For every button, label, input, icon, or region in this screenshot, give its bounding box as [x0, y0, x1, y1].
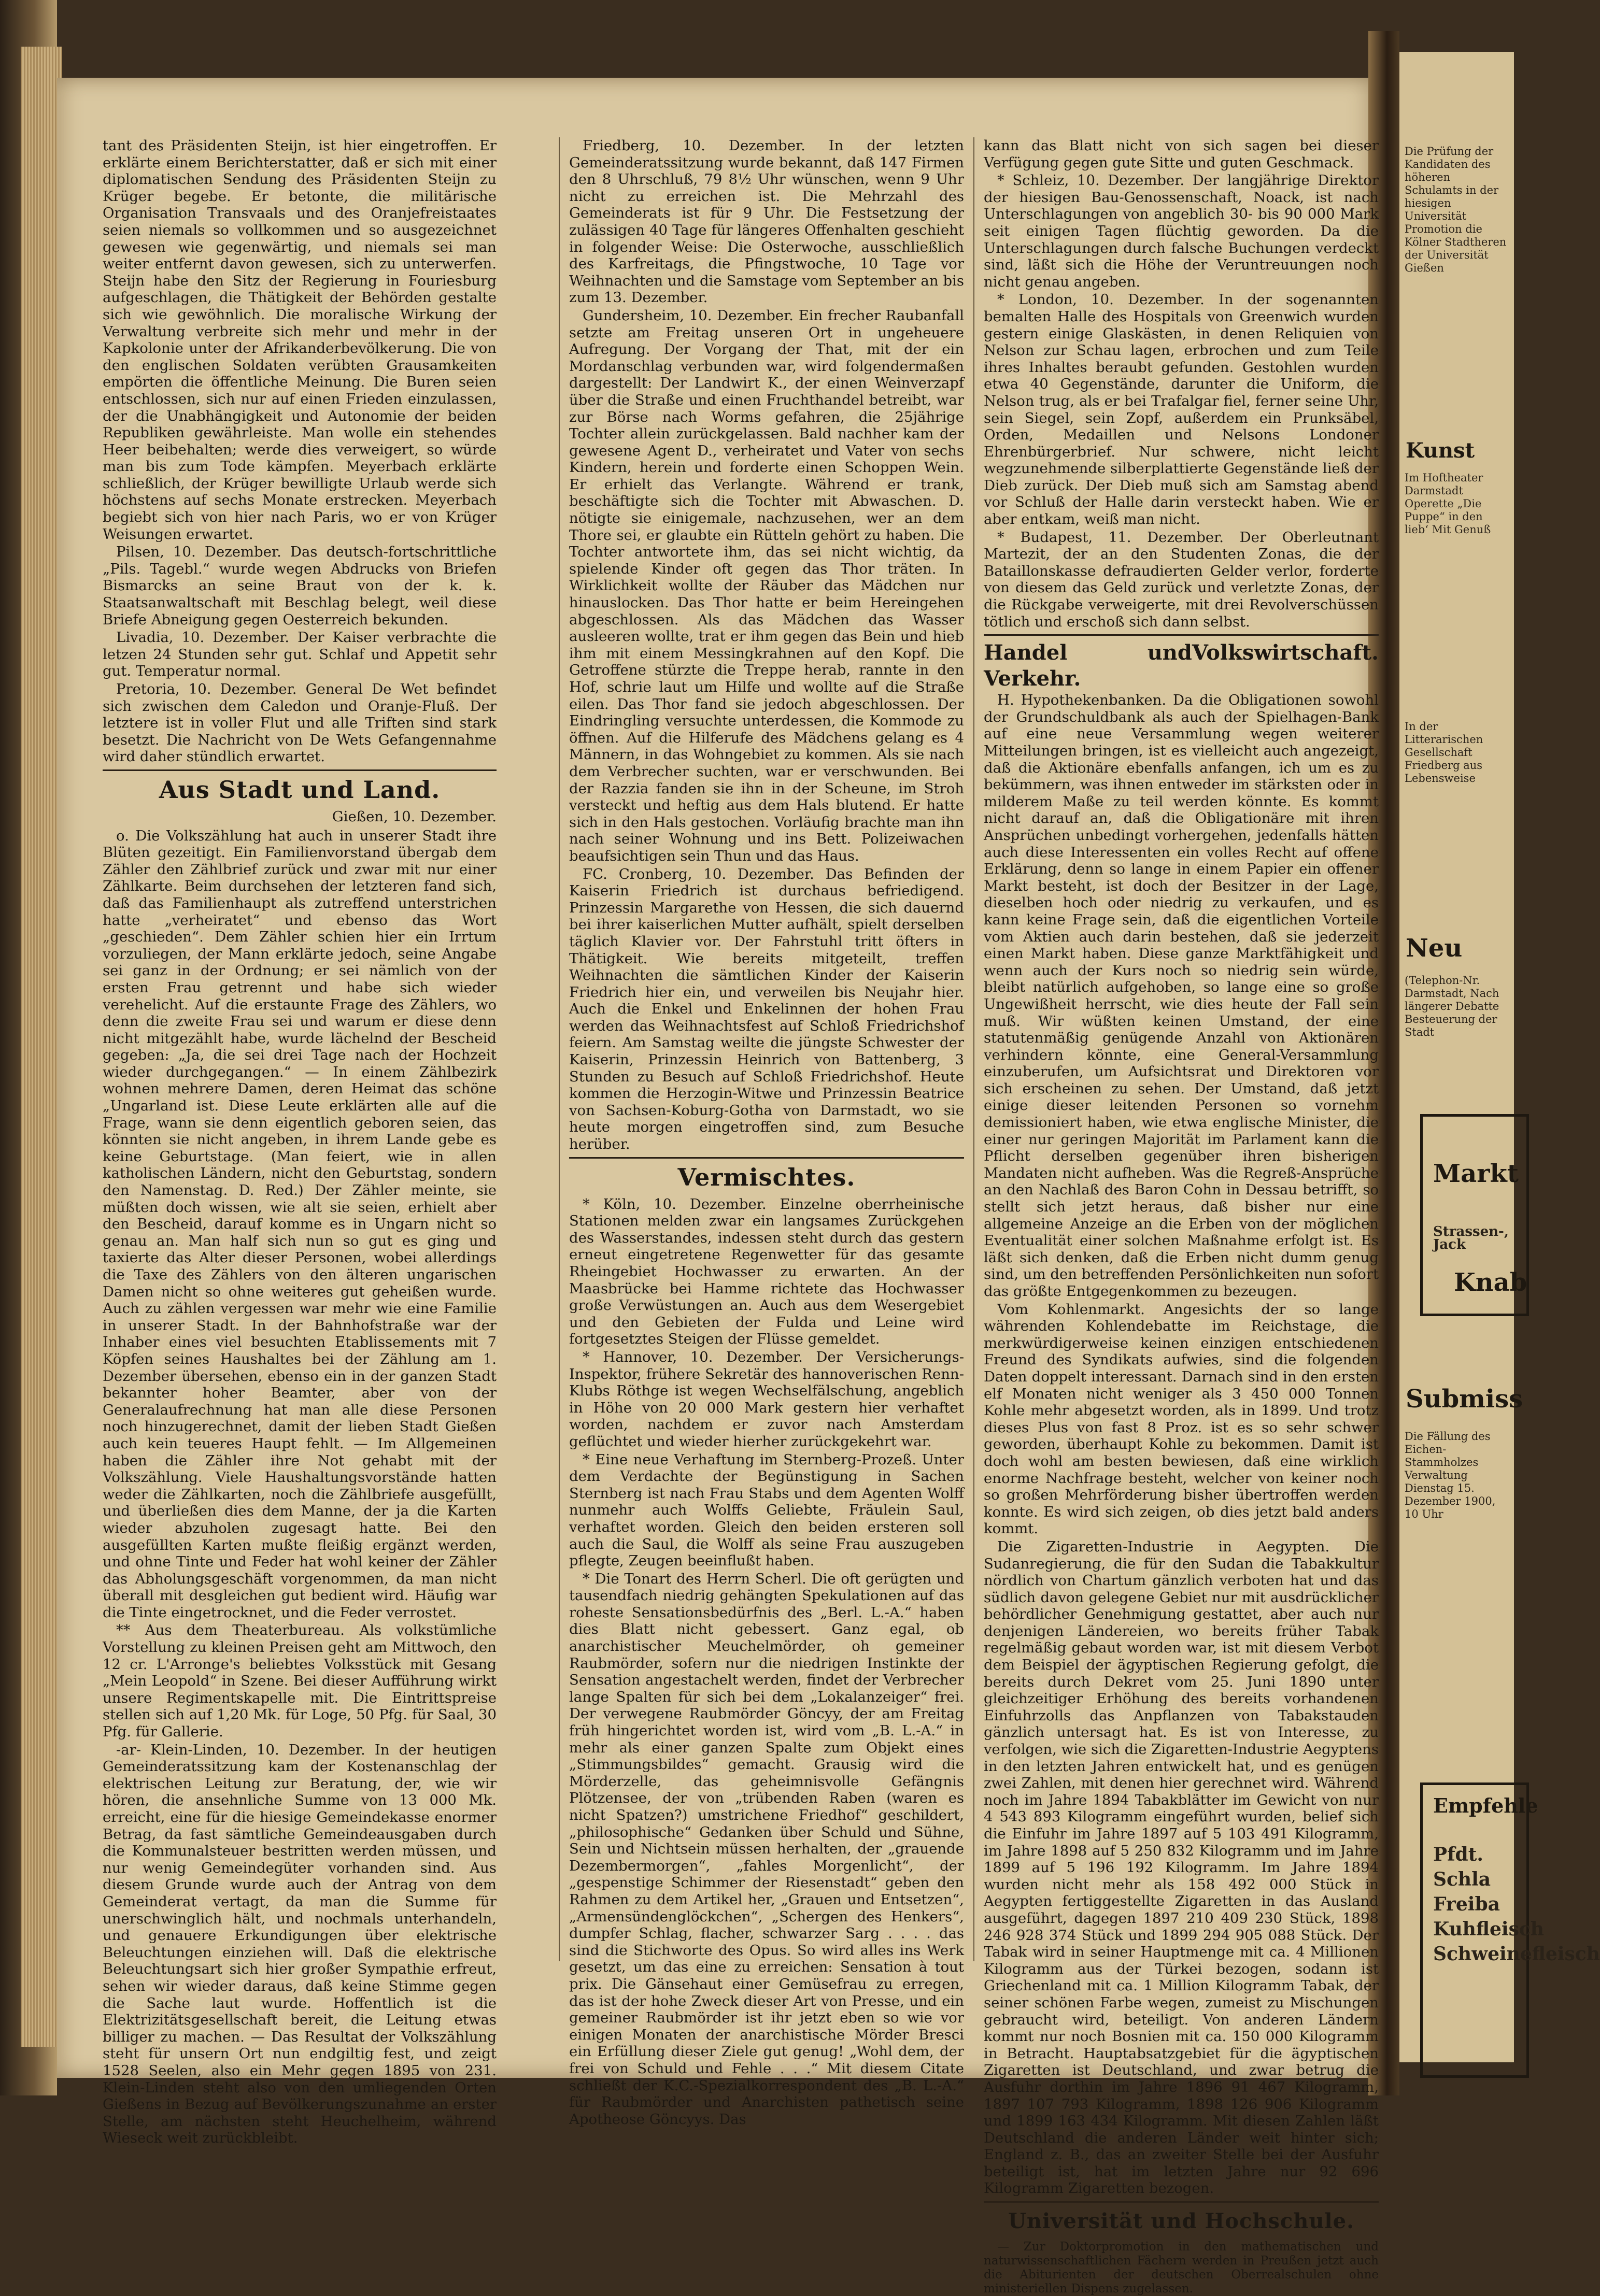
adjacent-heading: Markt	[1433, 1159, 1519, 1188]
adjacent-text: Im Hoftheater Darmstadt Operette „Die Puppe“ in den lieb‘ Mit Genuß	[1405, 472, 1491, 536]
article-paragraph: o. Die Volkszählung hat auch in unserer Stadt ihre Blüten gezeitigt. Ein Familienvorstand übergab dem Zähler den Zählbrief zurück und zwar mit nur einer Zählkarte. Beim durchsehen der letzteren fand sich, daß das Familienhaupt als zutreffend unterstrichen hatte „verheiratet“ und ebenso das Wort „geschieden“. Dem Zähler schien hier ein Irrtum vorzuliegen, der Mann erklärte jedoch, seine Angabe sei ganz in der Ordnung; er sei nämlich von der ersten Frau getrennt und habe sich wieder verehelicht. Auf die erstaunte Frage des Zählers, wo denn die zweite Frau sei und warum er diese denn nicht mitgezählt habe, wurde lächelnd der Bescheid gegeben: „Ja, die sei drei Tage nach der Hochzeit wieder durchgegangen.“ — In einem Zählbezirk wohnen mehrere Damen, deren Heimat das schöne „Ungarland ist. Diese Leute erklärten alle auf die Frage, wann sie denn eigentlich geboren seien, das könnten sie nicht angeben, in ihrem Lande gebe es keine Geburtstage. (Man feiert, wie in allen katholischen Ländern, nicht den Geburtstag, sondern den Namenstag. D. Red.) Der Zähler meinte, sie müßten doch wissen, wie alt sie seien, erhielt aber den Bescheid, darauf komme es in Ungarn nicht so genau an. Man half sich nun so gut es ging und taxierte das Alter dieser Personen, wobei allerdings die Taxe des Zählers von den älteren ungarischen Damen nicht so ohne weiteres gut geheißen wurde. Auch zu zählen vergessen war mehr wie eine Familie in unserer Stadt. In der Bahnhofstraße war der Inhaber eines viel besuchten Etablissements mit 7 Köpfen seines Haushaltes bei der Zählung am 1. Dezember übersehen, ebenso ein in der ganzen Stadt bekannter hoher Beamter, aber von der Generalaufrechnung hat man alle diese Personen noch hinzugerechnet, damit der lieben Stadt Gießen auch kein teueres Haupt fehlt. — Im Allgemeinen haben die Zähler ihre Not gehabt mit der Volkszählung. Viele Haushaltungsvorstände hatten weder die Zählkarten, noch die Zählbriefe ausgefüllt, und überließen dies dem Manne, der ja die Karten wieder abzuholen zugesagt hatte. Bei den ausgefüllten Karten mußte fleißig ergänzt werden, und ohne Tinte und Feder hat wohl keiner der Zähler das Abholungsgeschäft vorgenommen, da man nicht überall mit desgleichen gut bedient wird. Häufig war die Tinte eingetrocknet, und die Feder verrostet.	[103, 827, 497, 1621]
section-rule	[984, 2201, 1379, 2203]
article-paragraph: * London, 10. Dezember. In der sogenannten bemalten Halle des Hospitals von Greenwich wurden gestern einige Glaskästen, in denen Reliquien von Nelson zur Schau lagen, erbrochen und zum Teile ihres Inhaltes beraubt gefunden. Gestohlen wurden etwa 40 Gegenstände, darunter die Uniform, die Nelson trug, als er bei Trafalgar fiel, ferner seine Uhr, sein Siegel, sein Zopf, außerdem ein Prunksäbel, Orden, Medaillen und Nelsons Londoner Ehrenbürgerbrief. Nur schwere, nicht leicht wegzunehmende silberplattierte Gegenstände ließ der Dieb zurück. Der Dieb muß sich am Samstag abend vor Schluß der Halle darin versteckt haben. Wie er aber entkam, weiß man nicht.	[984, 291, 1379, 528]
adjacent-heading: Empfehle	[1433, 1794, 1538, 1817]
article-paragraph: FC. Cronberg, 10. Dezember. Das Befinden der Kaiserin Friedrich ist durchaus befriedigend. Prinzessin Margarethe von Hessen, die sich dauernd bei ihrer kaiserlichen Mutter aufhält, spielt derselben täglich Klavier vor. Der Fahrstuhl tritt öfters in Thätigkeit. Wie bereits mitgeteilt, treffen Weihnachten die sämtlichen Kinder der Kaiserin Friedrich hier ein, und verweilen bis Neujahr hier. Auch die Enkel und Enkelinnen der hohen Frau werden das Weihnachtsfest auf Schloß Friedrichshof feiern. Am Samstag weilte die jüngste Schwester der Kaiserin, Prinzessin Heinrich von Battenberg, 3 Stunden zu Besuch auf Schloß Friedrichshof. Heute kommen die Herzogin-Witwe und Prinzessin Beatrice von Sachsen-Koburg-Gotha von Darmstadt, wo sie heute morgen eingetroffen sind, zum Besuche herüber.	[569, 865, 964, 1153]
section-rule	[569, 1157, 964, 1159]
section-heading: Universität und Hochschule.	[1008, 2209, 1354, 2234]
adjacent-text: Strassen-, Jack	[1433, 1224, 1509, 1252]
article-paragraph: Friedberg, 10. Dezember. In der letzten Gemeinderatssitzung wurde bekannt, daß 147 Firmen den 8 Uhrschluß, 79 8½ Uhr wünschen, wenn 9 Uhr nicht zu erreichen ist. Die Mehrzahl des Gemeinderats ist für 9 Uhr. Die Festsetzung der zulässigen 40 Tage für längeres Offenhalten geschieht in folgender Weise: Die Osterwoche, ausschließlich des Karfreitags, die Pfingstwoche, 10 Tage vor Weihnachten und die Samstage vom September an bis zum 13. Dezember.	[569, 137, 964, 306]
article-paragraph: Livadia, 10. Dezember. Der Kaiser verbrachte die letzen 24 Stunden sehr gut. Schlaf und Appetit sehr gut. Temperatur normal.	[103, 629, 497, 680]
section-heading: Aus Stadt und Land.	[159, 775, 441, 804]
article-paragraph: Pretoria, 10. Dezember. General De Wet befindet sich zwischen dem Caledon und Oranje-Fluß. Der letztere ist in voller Flut und alle Triften sind stark besetzt. Die Nachricht von De Wets Gefangennahme wird daher stündlich erwartet.	[103, 681, 497, 765]
adjacent-text: Die Fällung des Eichen-Stammholzes Verwaltung Dienstag 15. Dezember 1900, 10 Uhr	[1405, 1430, 1496, 1520]
article-paragraph: * Die Tonart des Herrn Scherl. Die oft gerügten und tausendfach niedrig gehängten Spekulationen auf das roheste Sensationsbedürfnis des „Berl. L.-A.“ haben dies Blatt nicht gebessert. Ganz egal, ob anarchistischer Meuchelmörder, oh gemeiner Raubmörder, sofern nur die niedrigen Instinkte der Sensation angestachelt werden, findet der Verbrecher lange Spalten für sich bei dem „Lokalanzeiger“ frei. Der verwegene Raubmörder Göncyy, der am Freitag früh hingerichtet worden ist, wird vom „B. L.-A.“ in mehr als einer ganzen Spalte zum Objekt eines „Stimmungsbildes“ gemacht. Grausig wird die Mörderzelle, das geheimnisvolle Gefängnis Plötzensee, der von „trübenden Raben (waren es nicht Spatzen?) umstrichene Friedhof“ geschildert, „philosophische“ Gedanken über Schuld und Sühne, Sein und Nichtsein müssen herhalten, der „grauende Dezembermorgen“, „fahles Morgenlicht“, der „gespenstige Schimmer der Riesenstadt“ geben den Rahmen zu dem Artikel her, „Grauen und Entsetzen“, „Armensündenglöckchen“, „Schergen des Henkers“, dumpfer Schlag, flacher, schwarzer Sarg . . . . das sind die Stichworte des Opus. So wird alles ins Werk gesetzt, um das eine zu erreichen: Sensation à tout prix. Die Gänsehaut einer Gemüsefrau zu erregen, das ist der hohe Zweck dieser Art von Presse, und ein gemeiner Raubmörder ist ihr jetzt eben so wie vor einigen Monaten der anarchistische Mörder Bresci ein Erfüllung dieser Ziele gut genug! „Wohl dem, der frei von Schuld und Fehle . . .“ Mit diesem Citate schließt der K.C.-Spezialkorrespondent des „B. L.-A.“ für Raubmörder und Anarchisten pathetisch seine Apotheose Göncyys. Das	[569, 1570, 964, 2128]
page-stack-edge	[21, 47, 62, 2047]
section-rule	[984, 634, 1379, 636]
article-paragraph: Pilsen, 10. Dezember. Das deutsch-fortschrittliche „Pils. Tagebl.“ wurde wegen Abdrucks von Briefen Bismarcks an seine Braut von der k. k. Staatsanwaltschaft mit Beschlag belegt, weil diese Briefe Abneigung gegen Oesterreich bekunden.	[103, 544, 497, 628]
article-paragraph: tant des Präsidenten Steijn, ist hier eingetroffen. Er erklärte einem Berichterstatter, daß er sich mit einer diplomatischen Sendung des Präsidenten Steijn zu Krüger begebe. Er betonte, die militärische Organisation Transvaals und des Oranjefreistaates seien niemals so vollkommen und so ausgezeichnet gewesen wie gegenwärtig, und niemals sei man weiter entfernt davon gewesen, sich zu unterwerfen. Steijn habe den Sitz der Regierung in Fouriesburg aufgeschlagen, die Thätigkeit der Behörden gestalte sich wie gewöhnlich. Die moralische Wirkung der Verwaltung verbreite sich mehr und mehr in der Kapkolonie unter der Afrikanderbevölkerung. Die von den englischen Soldaten verübten Grausamkeiten empörten die öffentliche Meinung. Die Buren seien entschlossen, sich nur auf einen Frieden einzulassen, der die Unabhängigkeit und Autonomie der beiden Republiken gewährleiste. Man wolle ein stehendes Heer beibehalten; werde dies verweigert, so würde man bis zum Tode kämpfen. Meyerbach erklärte schließlich, der Krüger bewilligte Urlaub werde sich höchstens auf sechs Monate erstrecken. Meyerbach begiebt sich von hier nach Paris, wo er von Krüger Weisungen erwartet.	[103, 137, 497, 543]
column-1	[103, 137, 497, 2147]
article-paragraph: * Hannover, 10. Dezember. Der Versicherungs-Inspektor, frühere Sekretär des hannoverischen Renn-Klubs Röthge ist wegen Wechselfälschung, angeblich in Höhe von 20 000 Mark gestern hier verhaftet worden, nachdem er zuvor nach Amsterdam geflüchtet und wieder hierher zurückgekehrt war.	[569, 1348, 964, 1450]
column-rule	[973, 137, 974, 1961]
article-paragraph: * Köln, 10. Dezember. Einzelne oberrheinische Stationen melden zwar ein langsames Zurückgehen des Wasserstandes, indessen steht durch das gestern erneut eingetretene Regenwetter für das gesamte Rheingebiet Hochwasser zu erwarten. An der Maasbrücke bei Hamme richtete das Hochwasser große Verwüstungen an. Auch aus dem Wesergebiet und den Gebieten der Fulda und Leine wird fortgesetztes Steigen der Flüsse gemeldet.	[569, 1195, 964, 1348]
article-paragraph: kann das Blatt nicht von sich sagen bei dieser Verfügung gegen gute Sitte und guten Geschmack.	[984, 137, 1379, 171]
adjacent-page	[1399, 52, 1600, 2062]
column-rule	[559, 137, 560, 1961]
article-paragraph: * Eine neue Verhaftung im Sternberg-Prozeß. Unter dem Verdachte der Begünstigung in Sachen Sternberg ist nach Frau Stabs und dem Agenten Wolff nunmehr auch Wolffs Geliebte, Fräulein Saul, verhaftet worden. Gleich den beiden ersteren soll auch die Saul, die Wolff als seine Frau auszugeben pflegte, Zeugen beeinflußt haben.	[569, 1451, 964, 1570]
adjacent-heading: Neu	[1406, 934, 1463, 963]
article-paragraph: ** Aus dem Theaterbureau. Als volkstümliche Vorstellung zu kleinen Preisen geht am Mittwoch, den 12 cr. L'Arronge's beliebtes Volksstück mit Gesang „Mein Leopold“ in Szene. Bei dieser Aufführung wirkt unsere Regimentskapelle mit. Die Eintrittspreise stellen sich auf 1,20 Mk. für Loge, 50 Pfg. für Saal, 30 Pfg. für Gallerie.	[103, 1622, 497, 1741]
advertisement-box	[1420, 1114, 1529, 1316]
adjacent-text: In der Litterarischen Gesellschaft Friedberg aus Lebensweise	[1405, 720, 1483, 785]
article-paragraph: Vom Kohlenmarkt. Angesichts der so lange währenden Kohlendebatte im Reichstage, die merkwürdigerweise keinen einzigen entschiedenen Freund des Syndikats aufwies, sind die folgenden Daten doppelt interessant. Darnach sind in den ersten elf Monaten nicht weniger als 3 450 000 Tonnen Kohle mehr abgesetzt worden, als in 1899. Und trotz dieses Plus von fast 8 Proz. ist es so sehr schwer geworden, überhaupt Kohle zu bekommen. Damit ist doch wohl am besten bewiesen, daß eine wirklich enorme Nachfrage besteht, welcher von keiner noch so großen Mehrförderung bisher übertroffen werden konnte. Es wird sich zeigen, ob dies jetzt bald anders kommt.	[984, 1301, 1379, 1537]
advertisement-box	[1420, 1782, 1600, 2078]
column-2	[569, 137, 964, 2128]
adjacent-heading: Submiss	[1406, 1385, 1523, 1414]
adjacent-text: Die Prüfung der Kandidaten des höheren Schulamts in der hiesigen Universität Promotion die Kölner Stadtheren der Universität Gießen	[1405, 145, 1507, 274]
adjacent-heading: Kunst	[1406, 438, 1475, 463]
dateline: Gießen, 10. Dezember.	[332, 808, 497, 825]
section-heading: Vermischtes.	[677, 1163, 856, 1191]
article-paragraph: Die Zigaretten-Industrie in Aegypten. Die Sudanregierung, die für den Sudan die Tabakkultur nördlich von Chartum gänzlich verboten hat und das südlich davon gelegene Gebiet nur mit ausdrücklicher behördlicher Genehmigung gestattet, aber auch nur denjenigen Ländereien, wo bereits früher Tabak regelmäßig gebaut worden war, ist mit diesem Verbot dem Beispiel der ägyptischen Regierung gefolgt, die bereits durch Dekret vom 25. Juni 1890 unter gleichzeitiger Erhöhung des bereits vorhandenen Einfuhrzolls das Anpflanzen von Tabakstauden gänzlich untersagt hat. Es ist von Interesse, zu verfolgen, wie sich die Zigaretten-Industrie Aegyptens in den letzten Jahren entwickelt hat, und es genügen zwei Zahlen, mit denen hier gerechnet wird. Während noch im Jahre 1894 Tabakblätter im Gewicht von nur 4 543 893 Kilogramm eingeführt wurden, belief sich die Einfuhr im Jahre 1897 auf 5 103 491 Kilogramm, im Jahre 1898 auf 5 250 832 Kilogramm und im Jahre 1899 auf 5 196 192 Kilogramm. Im Jahre 1894 wurden nicht mehr als 158 492 000 Stück in Aegypten fertiggestellte Zigaretten in das Ausland ausgeführt, dagegen 1897 210 409 230 Stück, 1898 246 928 374 Stück und 1899 294 905 088 Stück. Der Tabak wird in seiner Hauptmenge mit ca. 4 Millionen Kilogramm aus der Türkei bezogen, sodann ist Griechenland mit ca. 1 Million Kilogramm Tabak, der seiner schönen Farbe wegen, zumeist zu Mischungen gebraucht wird, beteiligt. Von anderen Ländern kommt nur noch Bosnien mit ca. 150 000 Kilogramm in Betracht. Hauptabsatzgebiet für die ägyptischen Zigaretten ist Deutschland, und zwar betrug die Ausfuhr dorthin im Jahre 1896 91 467 Kilogramm, 1897 107 793 Kilogramm, 1898 126 906 Kilogramm und 1899 163 434 Kilogramm. Mit diesen Zahlen läßt Deutschland die anderen Länder weit hinter sich; England z. B., das an zweiter Stelle bei der Ausfuhr beteiligt ist, hat im letzten Jahre nur 92 696 Kilogramm Zigaretten bezogen.	[984, 1538, 1379, 2197]
section-heading: Volkswirtschaft.	[1192, 640, 1379, 665]
column-3	[984, 137, 1379, 2296]
article-paragraph: — Zur Doktorpromotion in den mathematischen und naturwissenschaftlichen Fächern werden in Preußen jetzt auch die Abiturienten der deutschen Oberrealschulen ohne ministeriellen Dispens zugelassen.	[984, 2240, 1379, 2296]
section-heading: Handel und Verkehr.	[984, 640, 1192, 691]
article-paragraph: * Budapest, 11. Dezember. Der Oberleutnant Martezit, der an den Studenten Zonas, die der Bataillonskasse defraudierten Gelder verlor, forderte von diesem das Geld zurück und verletzte Zonas, der die Rückgabe verweigerte, mit drei Revolverschüssen tötlich und erschoß sich dann selbst.	[984, 529, 1379, 630]
section-rule	[103, 769, 497, 771]
article-paragraph: -ar- Klein-Linden, 10. Dezember. In der heutigen Gemeinderatssitzung kam der Kostenanschlag der elektrischen Leitung zur Beratung, der, wie wir hören, die ansehnliche Summe von 13 000 Mk. erreicht, eine für die hiesige Gemeindekasse enormer Betrag, da fast sämtliche Gemeindeausgaben durch die Kommunalsteuer bestritten werden müssen, und nur wenig Gemeindegüter vorhanden sind. Aus diesem Grunde wurde auch der Antrag von dem Gemeinderat vertagt, da man die Summe für unerschwinglich hält, und nochmals unterhandeln, und genauere Erkundigungen über elektrische Beleuchtungen einziehen will. Daß die elektrische Beleuchtungsart sich hier großer Sympathie erfreut, sehen wir wieder daraus, daß keine Stimme gegen die Sache laut wurde. Hoffentlich ist die Elektrizitätsgesellschaft bereit, die Leitung etwas billiger zu machen. — Das Resultat der Volkszählung steht für unsern Ort nun endgiltig fest, und zeigt 1528 Seelen, also ein Mehr gegen 1895 von 231. Klein-Linden steht also von den umliegenden Orten Gießens in Bezug auf Bevölkerungszunahme an erster Stelle, am nächsten steht Heuchelheim, während Wieseck weit zurückbleibt.	[103, 1741, 497, 2147]
article-paragraph: * Schleiz, 10. Dezember. Der langjährige Direktor der hiesigen Bau-Genossenschaft, Noack, ist nach Unterschlagungen von angeblich 30- bis 90 000 Mark seit einigen Tagen flüchtig geworden. Da die Unterschlagungen durch falsche Buchungen verdeckt sind, läßt sich die Höhe der Veruntreuungen noch nicht genau angeben.	[984, 172, 1379, 290]
adjacent-text: (Telephon-Nr. Darmstadt, Nach längerer Debatte Besteuerung der Stadt	[1405, 974, 1499, 1038]
adjacent-text: Pfdt. Schla Freiba Kuhfleisch Schweinefleisch	[1433, 1844, 1600, 1965]
adjacent-heading: Knab	[1454, 1268, 1527, 1297]
section-heading-row	[984, 640, 1379, 692]
article-paragraph: H. Hypothekenbanken. Da die Obligationen sowohl der Grundschuldbank als auch der Spielhagen-Bank auf eine neue Versammlung wegen weiterer Mitteilungen bringen, ist es vielleicht auch angezeigt, daß die Aktionäre ebenfalls anfangen, ich um es zu bekümmern, was ihnen entweder im stärksten oder in milderem Maße zu teil werden könnte. Es kommt nicht darauf an, daß die Obligationäre mit ihren Ansprüchen unbedingt vorhergehen, jedenfalls hätten auch diese Interessenten ein volles Recht auf offene Erklärung, denn so lange in einem Papier ein offener Markt besteht, ist doch der Besitzer in der Lage, dieselben hoch oder niedrig zu verkaufen, und es kann keine Frage sein, daß die eigentlichen Vorteile vom Aktien auch darin bestehen, daß sie jederzeit einen Markt haben. Diese ganze Marktfähigkeit und wenn auch der Kurs noch so niedrig sein würde, bleibt natürlich aufgehoben, so lange eine so große Ungewißheit herrscht, wie dies heute der Fall sein muß. Wir wüßten keinen Umstand, der eine statutenmäßig genügende Anzahl von Aktionären verhindern könnte, eine General-Versammlung einzuberufen, um Aufsichtsrat und Direktoren vor sich erscheinen zu sehen. Der Umstand, daß jetzt einige dieser leitenden Personen so vornehm demissioniert haben, wie etwa englische Minister, die einer nur geringen Majorität im Parlament kann die Pflicht derselben gegenüber ihren bisherigen Mandaten nicht aufheben. Was die Regreß-Ansprüche an den Nachlaß des Baron Cohn in Dessau betrifft, so stellt sich jetzt heraus, daß bisher nur eine allgemeine Anzeige an die Erben von der möglichen Eventualität einer solchen Maßnahme erfolgt ist. Es läßt sich denken, daß die Erben nicht dumm genug sind, um den betreffenden Persönlichkeiten nun sofort das größte Entgegenkommen zu bezeugen.	[984, 692, 1379, 1300]
article-paragraph: Gundersheim, 10. Dezember. Ein frecher Raubanfall setzte am Freitag unseren Ort in ungeheuere Aufregung. Der Vorgang der That, mit der ein Mordanschlag verbunden war, wird folgendermaßen dargestellt: Der Landwirt K., der einen Weinverzapf über die Straße und einen Fruchthandel betreibt, war zur Börse nach Worms gefahren, die 25jährige Tochter allein zurückgelassen. Bald nachher kam der gewesene Agent D., verheiratet und Vater von sechs Kindern, herein und forderte einen Schoppen Wein. Er erhielt das Verlangte. Während er trank, beschäftigte sich die Tochter mit Abwaschen. D. nötigte sie einigemale, nachzusehen, wer an dem Thore sei, er glaubte ein Rütteln gehört zu haben. Die Tochter antwortete ihm, das sei nicht wichtig, da spielende Kinder oft gegen das Thor träten. In Wirklichkeit wollte der Räuber das Mädchen nur hinauslocken. Das Thor hatte er beim Hereingehen abgeschlossen. Als das Mädchen das Wasser ausleeren wollte, trat er ihm gegen das Bein und hieb ihm mit einem Messingkrahnen auf den Kopf. Die Getroffene stürzte die Treppe herab, rannte in den Hof, schrie laut um Hilfe und wollte auf die Straße eilen. Das Thor fand sie jedoch abgeschlossen. Der Eindringling versuchte unterdessen, die Kommode zu öffnen. Auf die Hilferufe des Mädchens gelang es 4 Männern, in das Wohngebiet zu kommen. Als sie nach dem Verbrecher suchten, war er verschwunden. Bei der Razzia fanden sie ihn in der Scheune, im Stroh versteckt und heftig aus dem Hals blutend. Er hatte sich in den Hals gestochen. Vorläufig brachte man ihn nach seiner Wohnung und ins Bett. Polizeiwachen beaufsichtigen sein Thun und das Haus.	[569, 307, 964, 864]
